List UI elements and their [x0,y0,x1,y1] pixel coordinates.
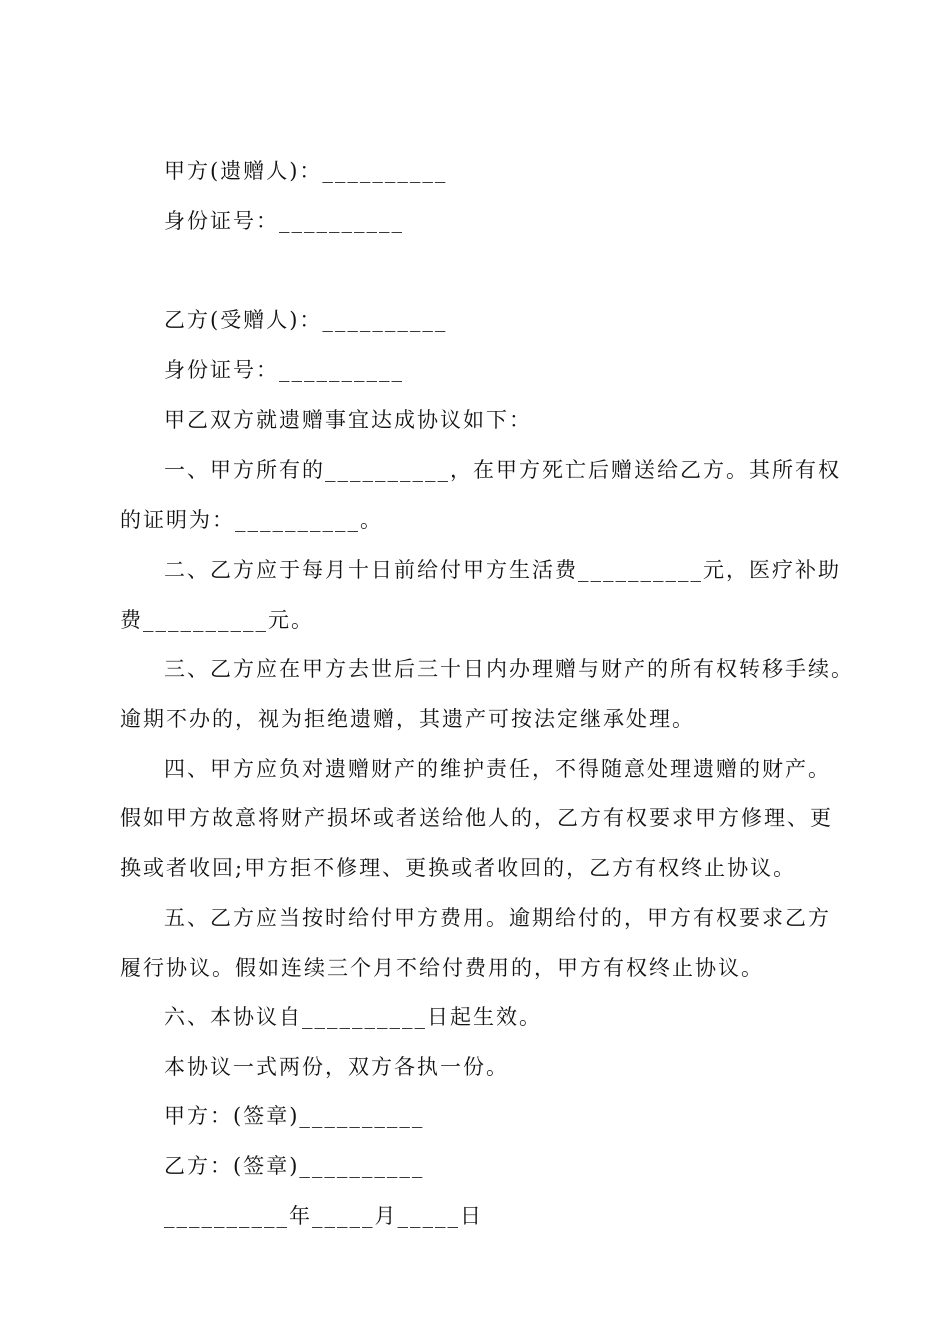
party-b-name-line: 乙方(受赠人)：__________ [164,308,448,332]
clause-4-line-2: 假如甲方故意将财产损坏或者送给他人的，乙方有权要求甲方修理、更 [120,806,833,830]
clause-6-line: 六、本协议自__________日起生效。 [164,1005,542,1029]
agreement-intro: 甲乙双方就遗赠事宜达成协议如下： [164,408,532,432]
copies-statement: 本协议一式两份，双方各执一份。 [164,1055,509,1079]
clause-1-line-1: 一、甲方所有的__________，在甲方死亡后赠送给乙方。其所有权 [164,458,841,482]
party-a-id-line: 身份证号：__________ [164,209,404,233]
clause-3-line-1: 三、乙方应在甲方去世后三十日内办理赠与财产的所有权转移手续。 [164,657,854,681]
party-b-id-line: 身份证号：__________ [164,358,404,382]
clause-5-line-2: 履行协议。假如连续三个月不给付费用的，甲方有权终止协议。 [120,956,764,980]
party-a-name-line: 甲方(遗赠人)：__________ [164,159,448,183]
clause-4-line-1: 四、甲方应负对遗赠财产的维护责任，不得随意处理遗赠的财产。 [164,757,831,781]
party-b-signature-line: 乙方：(签章)__________ [164,1154,425,1178]
clause-1-line-2: 的证明为：__________。 [120,508,383,532]
clause-2-line-1: 二、乙方应于每月十日前给付甲方生活费__________元，医疗补助 [164,558,841,582]
party-a-signature-line: 甲方：(签章)__________ [164,1104,425,1128]
clause-5-line-1: 五、乙方应当按时给付甲方费用。逾期给付的，甲方有权要求乙方 [164,906,831,930]
date-line: __________年_____月_____日 [164,1204,483,1228]
clause-3-line-2: 逾期不办的，视为拒绝遗赠，其遗产可按法定继承处理。 [120,707,695,731]
clause-2-line-2: 费__________元。 [120,608,314,632]
clause-4-line-3: 换或者收回;甲方拒不修理、更换或者收回的，乙方有权终止协议。 [120,856,797,880]
